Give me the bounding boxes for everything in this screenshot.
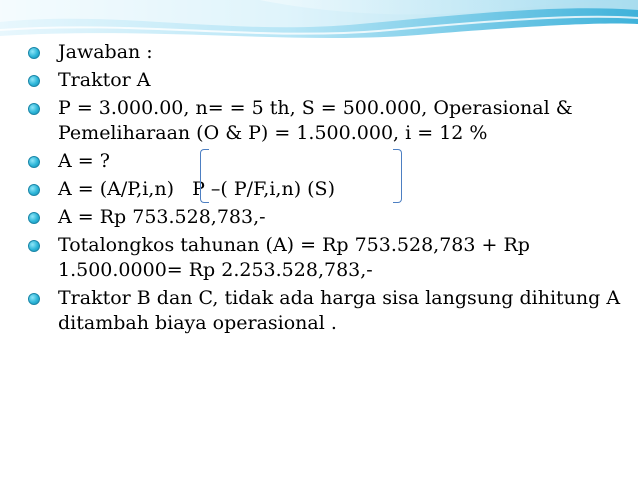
bullet-icon — [28, 293, 40, 305]
list-item — [22, 233, 622, 283]
list-item — [22, 286, 622, 336]
bullet-icon — [28, 240, 40, 252]
bullet-text: A = ? — [58, 150, 110, 172]
bullet-icon — [28, 184, 40, 196]
right-bracket-decoration — [393, 149, 402, 203]
bullet-icon — [28, 75, 40, 87]
bullet-text: P = 3.000.00, n= = 5 th, S = 500.000, Operasional & Pemeliharaan (O & P) = 1.500.000, i = 12 % — [58, 97, 573, 144]
bullet-icon — [28, 47, 40, 59]
bullet-icon — [28, 212, 40, 224]
bullet-list — [22, 40, 622, 339]
list-item — [22, 68, 622, 93]
list-item — [22, 96, 622, 146]
bullet-icon — [28, 103, 40, 115]
bullet-text: Jawaban : — [58, 41, 153, 63]
list-item — [22, 177, 622, 202]
left-bracket-decoration — [200, 149, 209, 203]
list-item — [22, 149, 622, 174]
formula-text: A = (A/P,i,n) P –( P/F,i,n) (S) — [58, 178, 335, 200]
list-item — [22, 40, 622, 65]
bullet-icon — [28, 156, 40, 168]
bullet-text: Traktor A — [58, 69, 151, 91]
header-wave-decoration — [0, 0, 638, 40]
list-item — [22, 205, 622, 230]
bullet-text: Totalongkos tahunan (A) = Rp 753.528,783 + Rp 1.500.0000= Rp 2.253.528,783,- — [58, 234, 530, 281]
bullet-text: A = Rp 753.528,783,- — [58, 206, 266, 228]
bullet-text: Traktor B dan C, tidak ada harga sisa langsung dihitung A ditambah biaya operasional . — [58, 287, 621, 334]
